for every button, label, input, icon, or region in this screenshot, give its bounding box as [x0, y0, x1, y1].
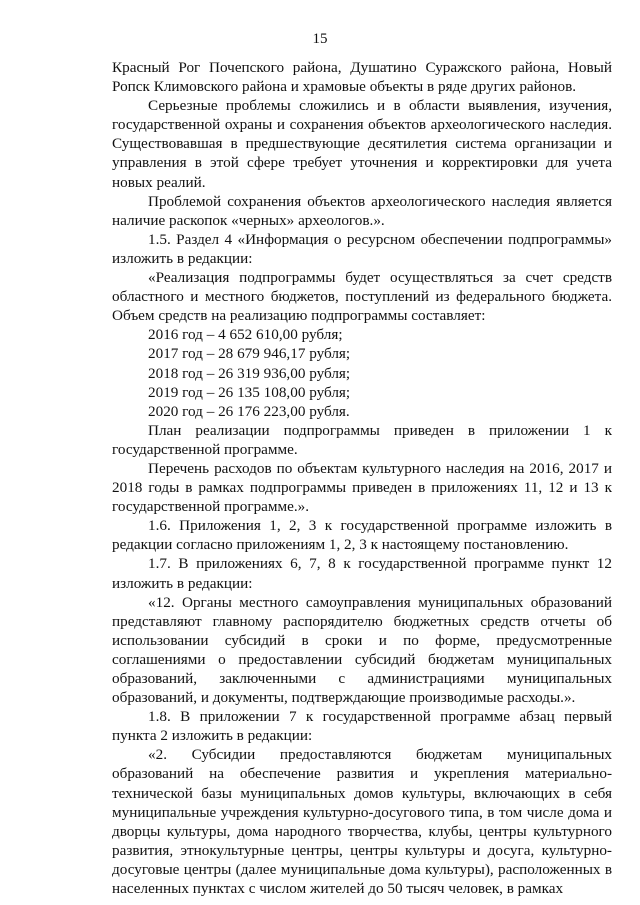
- funding-line-2020: 2020 год – 26 176 223,00 рубля.: [148, 402, 350, 420]
- paragraph-item-1-8: 1.8. В приложении 7 к государственной программе абзац первый пункта 2 изложить в редакции:: [112, 708, 612, 745]
- paragraph-implementation-plan: План реализации подпрограммы приведен в приложении 1 к государственной программе.: [112, 421, 612, 458]
- funding-line-2017: 2017 год – 28 679 946,17 рубля;: [148, 345, 351, 363]
- paragraph-point-12: «12. Органы местного самоуправления муниципальных образований представляют главному распорядителю бюджетных средств отчеты об использовании субсидий в сроки и по форме, предусмотренные соглашениями о предоставлении субсидий бюджетам муниципальных образований, заключенными с администрациями муниципальных образований, и документы, подтверждающие производимые расходы.».: [112, 593, 612, 707]
- paragraph-archaeology-problems: Серьезные проблемы сложились и в области выявления, изучения, государственной охраны и сохранения объектов археологического наследия. Существовавшая в предшествующие десятилетия система организации и управления в этой сфере требует уточнения и корректировки для учета новых реалий.: [112, 97, 612, 191]
- page-number: 15: [312, 31, 328, 47]
- paragraph-item-1-6: 1.6. Приложения 1, 2, 3 к государственной программе изложить в редакции согласно приложениям 1, 2, 3 к настоящему постановлению.: [112, 517, 612, 554]
- document-body: [112, 58, 612, 898]
- paragraph-subsidies: «2. Субсидии предоставляются бюджетам муниципальных образований на обеспечение развития и укрепления материально-технической базы муниципальных домов культуры, включающих в себя муниципальные учреждения культурно-досугового типа, в том числе дома и дворцы культуры, дома народного творчества, клубы, центры культурного развития, этнокультурные центры, центры культуры и досуга, культурно-досуговые центры (далее муниципальные дома культуры), расположенных в населенных пунктах с числом жителей до 50 тысяч человек, в рамках: [112, 746, 612, 898]
- funding-line-2019: 2019 год – 26 135 108,00 рубля;: [148, 383, 351, 401]
- funding-line-2016: 2016 год – 4 652 610,00 рубля;: [148, 326, 343, 344]
- paragraph-funding-intro: «Реализация подпрограммы будет осуществляться за счет средств областного и местного бюджетов, поступлений из федерального бюджета. Объем средств на реализацию подпрограммы составляет:: [112, 269, 612, 325]
- paragraph-expense-list: Перечень расходов по объектам культурного наследия на 2016, 2017 и 2018 годы в рамках подпрограммы приведен в приложениях 11, 12 и 13 к государственной программе.».: [112, 459, 612, 516]
- paragraph-item-1-7: 1.7. В приложениях 6, 7, 8 к государственной программе пункт 12 изложить в редакции:: [112, 555, 612, 592]
- paragraph-continuation: Красный Рог Почепского района, Душатино Суражского района, Новый Ропск Климовского района и храмовые объекты в ряде других районов.: [112, 59, 612, 96]
- paragraph-item-1-5: 1.5. Раздел 4 «Информация о ресурсном обеспечении подпрограммы» изложить в редакции:: [112, 230, 612, 267]
- paragraph-black-archaeologists: Проблемой сохранения объектов археологического наследия является наличие раскопок «черных» археологов.».: [112, 192, 612, 229]
- funding-line-2018: 2018 год – 26 319 936,00 рубля;: [148, 364, 351, 382]
